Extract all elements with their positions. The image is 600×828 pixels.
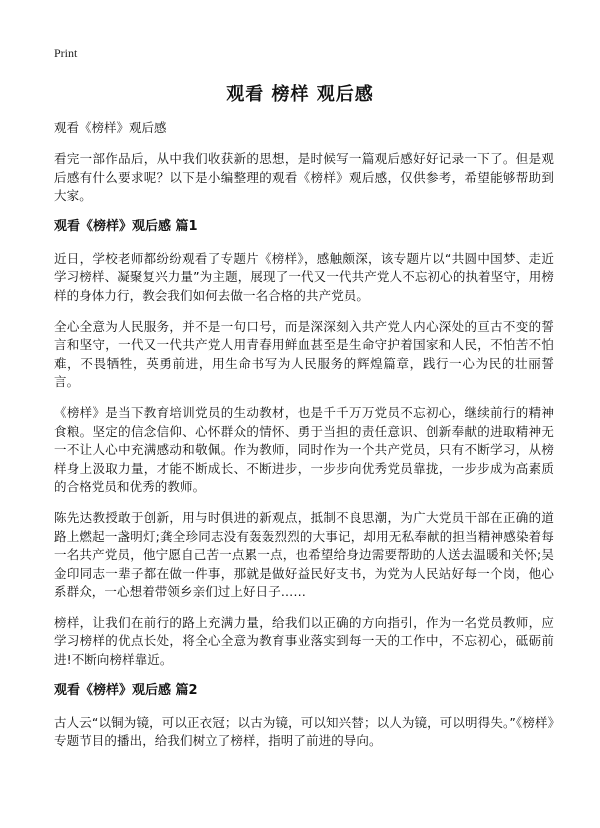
section-paragraph: 古人云“以铜为镜，可以正衣冠；以古为镜，可以知兴替；以人为镜，可以明得失。”《榜样》专题节目的播出，给我们树立了榜样，指明了前进的导向。 bbox=[54, 714, 554, 749]
section-paragraph: 《榜样》是当下教育培训党员的生动教材，也是千千万万党员不忘初心，继续前行的精神食粮。坚定的信念信仰、心怀群众的情怀、勇于当担的责任意识、创新奉献的进取精神无一不让人心中充满感动和敬佩。作为教师，同时作为一个共产党员，只有不断学习，从榜样身上汲取力量，才能不断成长、不断进步，一步步向优秀党员靠拢，一步步成为高素质的合格党员和优秀的教师。 bbox=[54, 404, 554, 495]
section-paragraph: 近日，学校老师都纷纷观看了专题片《榜样》，感触颇深，该专题片以“共圆中国梦、走近学习榜样、凝聚复兴力量”为主题，展现了一代又一代共产党人不忘初心的执着坚守，用榜样的身体力行，教会我们如何去做一名合格的共产党员。 bbox=[54, 250, 554, 303]
document-body bbox=[54, 119, 554, 763]
section-paragraph: 榜样，让我们在前行的路上充满力量，给我们以正确的方向指引，作为一名党员教师，应学习榜样的优点长处，将全心全意为教育事业落实到每一天的工作中，不忘初心，砥砺前进!不断向榜样靠近。 bbox=[54, 614, 554, 668]
section-heading: 观看《榜样》观后感 篇1 bbox=[54, 218, 198, 234]
document-subtitle: 观看《榜样》观后感 bbox=[54, 120, 167, 135]
print-label[interactable]: Print bbox=[54, 46, 78, 60]
section-paragraph: 全心全意为人民服务，并不是一句口号，而是深深刻入共产党人内心深处的亘古不变的誓言和坚守，一代又一代共产党人用青春用鲜血甚至是生命守护着国家和人民，不怕苦不怕难，不畏牺牲，英勇前进，用生命书写为人民服务的辉煌篇章，践行一心为民的壮丽誓言。 bbox=[54, 318, 554, 390]
intro-paragraph: 看完一部作品后，从中我们收获新的思想，是时候写一篇观后感好好记录一下了。但是观后感有什么要求呢？以下是小编整理的观看《榜样》观后感，仅供参考，希望能够帮助到大家。 bbox=[54, 151, 554, 204]
page-title: 观看 榜样 观后感 bbox=[226, 84, 374, 105]
section-paragraph: 陈先达教授敢于创新，用与时俱进的新观点，抵制不良思潮，为广大党员干部在正确的道路上燃起一盏明灯;龚全珍同志没有轰轰烈烈的大事记，却用无私奉献的担当精神感染着每一名共产党员，他宁愿自己苦一点累一点，也希望给身边需要帮助的人送去温暖和关怀;吴金印同志一辈子都在做一件事，那就是做好益民好支书，为党为人民站好每一个岗，他心系群众，一心想着带领乡亲们过上好日子…… bbox=[54, 509, 554, 600]
section-heading: 观看《榜样》观后感 篇2 bbox=[54, 682, 198, 698]
